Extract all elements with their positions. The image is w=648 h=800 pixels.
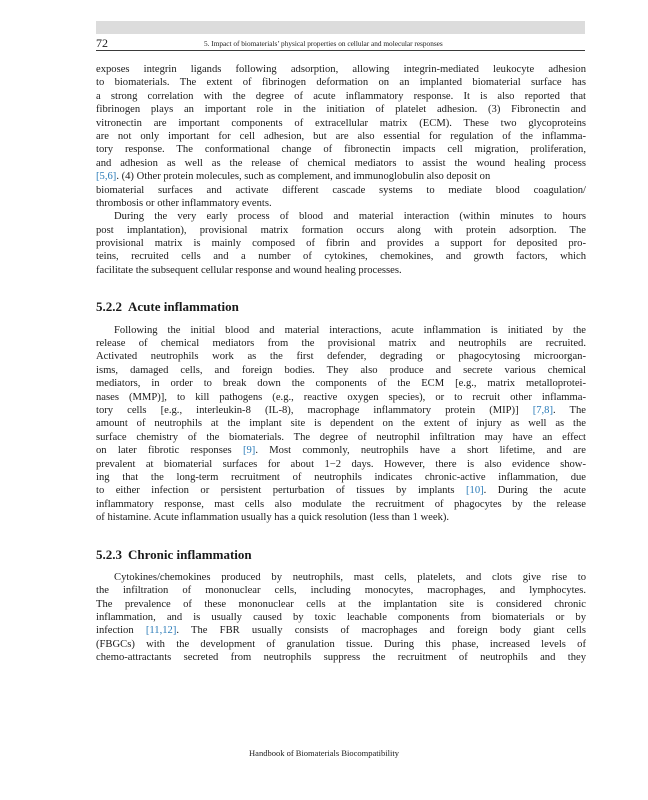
citation-link[interactable]: [7,8]	[532, 405, 553, 416]
text-line: amount of neutrophils at the implant site is dependent on the extent of injury as well as the	[96, 418, 586, 430]
text-line	[96, 404, 586, 417]
text-line: ing that the long-term recruitment of neutrophils indicates chronic-active inflammation, due	[96, 471, 586, 483]
paragraph-acute-inflammation	[96, 324, 586, 525]
text-line: post implantation), provisional matrix formation occurs along with protein adsorption. The	[96, 224, 586, 236]
text-line: facilitate the subsequent cellular response and wound healing processes.	[96, 264, 402, 276]
text-line: the infiltration of mononuclear cells, including monocytes, macrophages, and lymphocytes.	[96, 585, 586, 597]
page-footer: Handbook of Biomaterials Biocompatibility	[249, 748, 399, 758]
citation-link[interactable]: [11,12]	[145, 625, 177, 637]
text-line: nases (MMP)], to kill pathogens (e.g., reactive oxygen species), or to recruit other inflamma-	[96, 391, 586, 403]
section-heading-chronic	[96, 548, 586, 561]
page-body	[96, 63, 586, 665]
text-line: inflammatory response, mast cells also modulate the recruitment of phagocytes by the release	[96, 498, 586, 510]
text-line	[96, 624, 586, 637]
header-band	[96, 21, 585, 34]
text-line: are not only important for cell adhesion, but are also essential for regulation of the inflamma-	[96, 130, 586, 142]
section-title: Acute inflammation	[128, 299, 239, 315]
text-line: Following the initial blood and material interactions, acute inflammation is initiated by the	[114, 324, 586, 336]
text-segment: . Most commonly, neutrophils have a short lifetime, and are	[255, 445, 586, 457]
text-line: During the very early process of blood and material interaction (within minutes to hours	[114, 211, 586, 223]
paragraph-fibrinogen	[96, 63, 586, 210]
text-line: teins, recruited cells and a number of cytokines, chemokines, and growth factors, which	[96, 251, 586, 263]
text-line: of histamine. Acute inflammation usually has a quick resolution (less than 1 week).	[96, 512, 450, 524]
citation-link[interactable]: [9]	[242, 445, 256, 457]
text-line: (FBGCs) with the development of granulation tissue. During this phase, increased levels of	[96, 638, 586, 650]
section-number: 5.2.2	[96, 299, 122, 315]
text-line: Cytokines/chemokines produced by neutrophils, mast cells, platelets, and clots give rise to	[114, 571, 586, 583]
text-line: a strong correlation with the degree of acute inflammatory response. It is also reported that	[96, 90, 586, 102]
text-line: tory response. The conformational change of fibronectin impacts cell migration, proliferation,	[96, 144, 586, 156]
citation-link[interactable]: [10]	[466, 485, 484, 497]
text-segment: to either infection or persistent perturbation of tissues by implants	[96, 485, 466, 497]
text-segment: on later fibrotic responses	[96, 445, 243, 457]
text-segment: . During the acute	[483, 485, 586, 497]
paragraph-provisional-matrix	[96, 210, 586, 277]
text-line: and adhesion as well as the release of chemical mediators to assist the wound healing process	[96, 157, 586, 169]
text-line: release of chemical mediators from the provisional matrix and neutrophils are recruited.	[96, 338, 586, 350]
text-line: mediators, in order to break down the components of the ECM [e.g., matrix metalloprotei-	[96, 378, 586, 390]
text-line: exposes integrin ligands following adsorption, allowing integrin-mediated leukocyte adhesion	[96, 64, 586, 75]
section-number: 5.2.3	[96, 546, 122, 562]
running-head: 5. Impact of biomaterials’ physical properties on cellular and molecular responses	[204, 39, 443, 48]
text-line: Activated neutrophils work as the first defender, degrading or phagocytosing microorgan-	[96, 351, 586, 363]
text-line: biomaterial surfaces and activate different cascade systems to mediate blood coagulation/	[96, 184, 586, 196]
text-line: The prevalence of these mononuclear cells at the implantation site is considered chronic	[96, 598, 586, 610]
text-segment: tory cells [e.g., interleukin-8 (IL-8), macrophage inflammatory protein (MIP)]	[96, 405, 533, 416]
text-line: provisional matrix is mainly composed of fibrin and provides a support for deposited pro-	[96, 238, 586, 250]
paragraph-chronic-inflammation	[96, 571, 586, 665]
text-segment: . The FBR usually consists of macrophages and foreign body giant cells	[176, 625, 586, 637]
text-line: thrombosis or other inflammatory events.	[96, 197, 272, 209]
page-header	[96, 34, 585, 51]
text-segment: infection	[96, 625, 146, 637]
text-line: inflammation, and is usually caused by toxic leachable components from biomaterials or by	[96, 612, 586, 624]
text-line: isms, damaged cells, and foreign bodies. They also produce and secrete various chemical	[96, 364, 586, 376]
page-number: 72	[96, 36, 108, 50]
text-line	[96, 170, 586, 183]
section-title: Chronic inflammation	[128, 546, 252, 562]
text-line: prevalent at biomaterial surfaces for about 1−2 days. However, there is also evidence show-	[96, 458, 586, 470]
text-line: chemo-attractants secreted from neutrophils suppress the recruitment of neutrophils and they	[96, 652, 586, 664]
text-line	[96, 484, 586, 497]
text-line: surface chemistry of the biomaterials. The degree of neutrophil infiltration may have an effect	[96, 431, 586, 443]
text-line: to biomaterials. The extent of fibrinogen deformation on an implanted biomaterial surface has	[96, 77, 586, 89]
text-segment: . The	[553, 405, 586, 416]
text-line: vitronectin are important components of extracellular matrix (ECM). These two glycoproteins	[96, 117, 586, 129]
text-segment: . (4) Other protein molecules, such as complement, and immunoglobulin also deposit on	[116, 171, 491, 183]
text-line: fibrinogen plays an important role in the initiation of platelet adhesion. (3) Fibronectin and	[96, 104, 586, 116]
citation-link[interactable]: [5,6]	[96, 171, 117, 183]
text-line	[96, 444, 586, 457]
section-heading-acute	[96, 300, 586, 313]
